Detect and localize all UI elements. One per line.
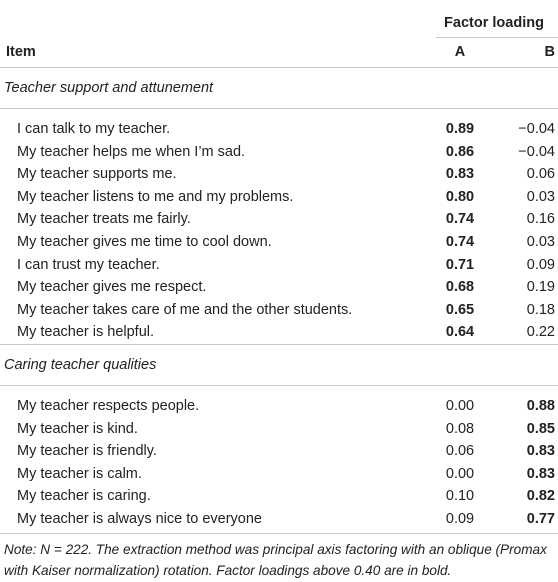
section-title: Caring teacher qualities (0, 344, 558, 385)
section-header-row (0, 344, 558, 385)
spacer-cell (0, 385, 558, 395)
factor-b-cell: 0.77 (490, 508, 558, 533)
section-spacer (0, 109, 558, 119)
factor-a-cell: 0.89 (445, 121, 475, 138)
factor-a-cell: 0.09 (430, 508, 490, 533)
factor-a-cell: 0.08 (445, 420, 475, 437)
factor-a-cell: 0.83 (445, 166, 475, 183)
header-row-group (0, 0, 558, 37)
table-row (0, 141, 558, 164)
table-row (0, 440, 558, 463)
factor-b-cell: 0.19 (526, 279, 555, 296)
item-cell: My teacher gives me time to cool down. (17, 234, 272, 251)
item-cell: I can talk to my teacher. (17, 121, 171, 138)
factor-b-cell: 0.16 (526, 211, 555, 228)
factor-a-cell: 0.74 (445, 234, 475, 251)
column-a-header: A (430, 37, 490, 68)
item-cell: I can trust my teacher. (17, 256, 160, 273)
column-b-header: B (490, 37, 558, 68)
factor-a-cell: 0.00 (445, 397, 475, 414)
item-cell: My teacher is kind. (17, 420, 138, 437)
table-row (0, 276, 558, 299)
factor-a-cell: 0.74 (445, 211, 475, 228)
factor-b-cell: −0.04 (518, 121, 555, 138)
factor-b-cell: 0.06 (526, 166, 555, 183)
table-row (0, 186, 558, 209)
factor-loading-header: Factor loading (430, 0, 558, 37)
section-title: Teacher support and attunement (0, 68, 558, 109)
table-row (0, 299, 558, 322)
item-column-header: Item (0, 37, 430, 68)
table-note: Note: N = 222. The extraction method was principal axis factoring with an oblique (Promax with Kaiser normalization) rotation. Factor loadings above 0.40 are in bold. (4, 541, 547, 578)
factor-a-cell: 0.10 (445, 488, 475, 505)
table-row (0, 231, 558, 254)
item-cell: My teacher is caring. (17, 488, 151, 505)
header-empty-cell (0, 0, 430, 37)
table-row (0, 508, 558, 533)
item-cell: My teacher listens to me and my problems. (17, 188, 294, 205)
table-row (0, 463, 558, 486)
factor-a-cell: 0.86 (445, 143, 475, 160)
factor-a-cell: 0.65 (445, 301, 475, 318)
table-row (0, 395, 558, 418)
header-row-columns (0, 37, 558, 68)
item-cell: My teacher helps me when I’m sad. (17, 143, 246, 160)
item-cell: My teacher gives me respect. (17, 279, 207, 296)
item-cell: My teacher supports me. (17, 166, 177, 183)
factor-b-cell: 0.82 (526, 488, 555, 505)
section-spacer (0, 385, 558, 395)
item-cell: My teacher takes care of me and the other students. (17, 301, 353, 318)
factor-b-cell: 0.03 (526, 188, 555, 205)
factor-b-cell: 0.18 (526, 301, 555, 318)
factor-a-cell: 0.68 (445, 279, 475, 296)
table-row (0, 418, 558, 441)
item-cell: My teacher respects people. (17, 397, 200, 414)
item-cell: My teacher is always nice to everyone (0, 508, 430, 533)
factor-a-cell: 0.80 (445, 188, 475, 205)
factor-a-cell: 0.06 (445, 443, 475, 460)
factor-b-cell: 0.83 (526, 443, 555, 460)
factor-b-cell: 0.22 (526, 324, 555, 341)
factor-b-cell: 0.03 (526, 234, 555, 251)
table-row (0, 208, 558, 231)
factor-a-cell: 0.00 (445, 465, 475, 482)
table-row (0, 485, 558, 508)
factor-a-cell: 0.71 (445, 256, 475, 273)
spacer-cell (0, 109, 558, 119)
item-cell: My teacher is friendly. (17, 443, 157, 460)
factor-b-cell: 0.09 (526, 256, 555, 273)
factor-b-cell: −0.04 (518, 143, 555, 160)
table-row (0, 321, 558, 344)
table-row (0, 163, 558, 186)
factor-b-cell: 0.85 (526, 420, 555, 437)
section-header-row (0, 68, 558, 109)
item-cell: My teacher treats me fairly. (17, 211, 191, 228)
factor-a-cell: 0.64 (445, 324, 475, 341)
item-cell: My teacher is helpful. (17, 324, 155, 341)
table-row (0, 118, 558, 141)
factor-b-cell: 0.88 (526, 397, 555, 414)
table-row (0, 254, 558, 277)
factor-b-cell: 0.83 (526, 465, 555, 482)
item-cell: My teacher is calm. (17, 465, 142, 482)
